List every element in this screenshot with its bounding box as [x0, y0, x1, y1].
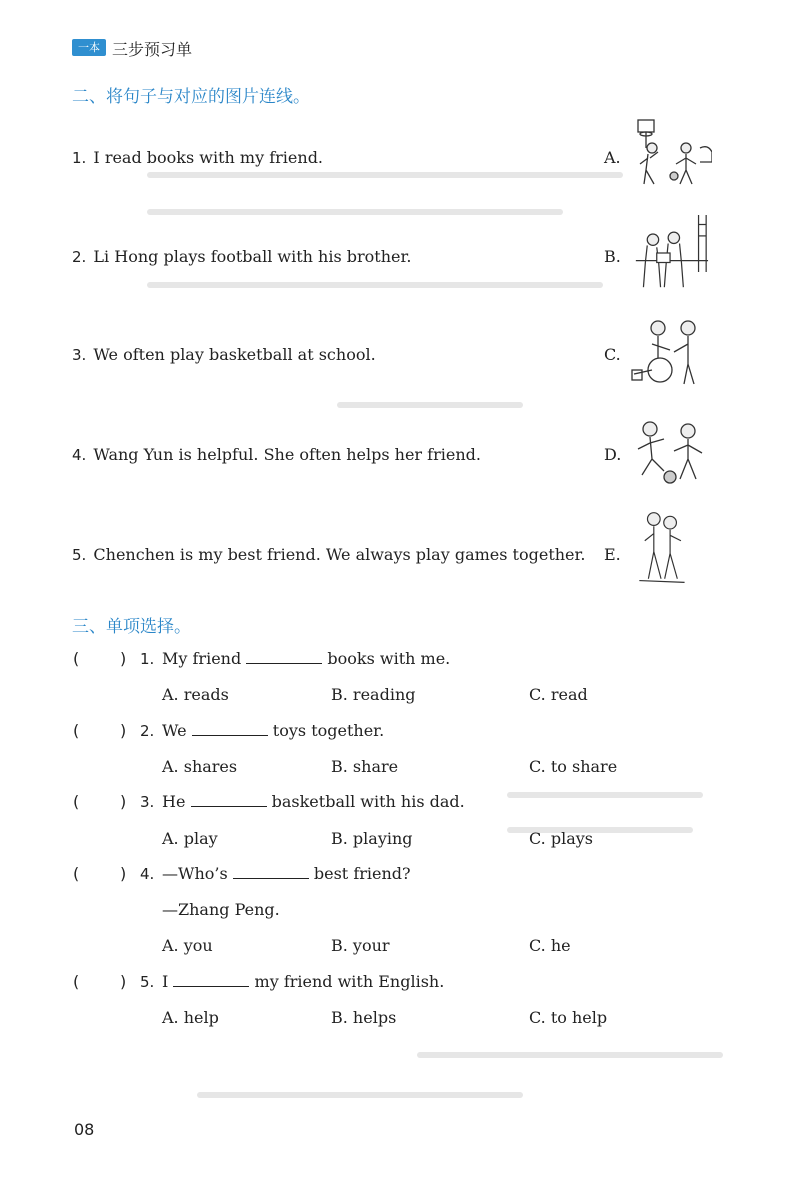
answer-blank[interactable]	[233, 864, 309, 879]
series-badge: 一本	[72, 39, 106, 56]
option-c: C. to share	[529, 757, 618, 776]
section2-title: 二、将句子与对应的图片连线。	[72, 87, 310, 107]
answer-paren-open: (	[73, 792, 80, 811]
option-b: B. reading	[331, 685, 416, 704]
picture-letter-b: B.	[604, 247, 621, 266]
match-sentence-2: 2. Li Hong plays football with his brother.	[72, 247, 412, 266]
option-c: C. plays	[529, 829, 593, 848]
question-number: 2.	[140, 722, 155, 740]
option-b: B. share	[331, 757, 399, 776]
answer-blank[interactable]	[246, 649, 322, 664]
option-b: B. your	[331, 936, 390, 955]
answer-blank[interactable]	[191, 792, 267, 807]
option-c: C. he	[529, 936, 571, 955]
question-4-text: —Who’s best friend?	[162, 864, 411, 883]
option-a: A. play	[162, 829, 218, 848]
option-c: C. read	[529, 685, 588, 704]
answer-paren-open: (	[73, 649, 80, 668]
page-number: 08	[74, 1120, 95, 1139]
page-header-title: 三步预习单	[112, 40, 193, 59]
question-number: 1.	[140, 650, 155, 668]
picture-letter-e: E.	[604, 545, 621, 564]
answer-paren-close: )	[120, 972, 127, 991]
match-sentence-3: 3. We often play basketball at school.	[72, 345, 376, 364]
answer-paren-open: (	[73, 721, 80, 740]
match-sentence-4: 4. Wang Yun is helpful. She often helps her friend.	[72, 445, 481, 464]
question-1-text: My friend books with me.	[162, 649, 451, 668]
option-c: C. to help	[529, 1008, 608, 1027]
section3-title: 三、单项选择。	[72, 617, 191, 637]
question-4-reply: —Zhang Peng.	[162, 900, 280, 919]
three-legged-race-icon	[630, 510, 712, 586]
answer-blank[interactable]	[192, 721, 268, 736]
helping-wheelchair-icon	[630, 314, 712, 390]
option-b: B. playing	[331, 829, 413, 848]
option-a: A. help	[162, 1008, 219, 1027]
match-sentence-5: 5. Chenchen is my best friend. We always play games together.	[72, 545, 586, 564]
option-b: B. helps	[331, 1008, 397, 1027]
answer-paren-close: )	[120, 792, 127, 811]
question-2-text: We toys together.	[162, 721, 385, 740]
option-a: A. reads	[162, 685, 229, 704]
answer-paren-open: (	[73, 972, 80, 991]
option-a: A. shares	[162, 757, 238, 776]
match-sentence-1: 1. I read books with my friend.	[72, 148, 324, 167]
answer-blank[interactable]	[173, 972, 249, 987]
question-number: 4.	[140, 865, 155, 883]
answer-paren-close: )	[120, 864, 127, 883]
question-3-text: He basketball with his dad.	[162, 792, 465, 811]
picture-letter-a: A.	[604, 148, 621, 167]
question-number: 5.	[140, 973, 155, 991]
question-5-text: I my friend with English.	[162, 972, 445, 991]
option-a: A. you	[162, 936, 213, 955]
children-football-icon	[630, 415, 712, 491]
picture-letter-c: C.	[604, 345, 621, 364]
children-basketball-icon	[630, 118, 712, 194]
picture-letter-d: D.	[604, 445, 622, 464]
answer-paren-close: )	[120, 721, 127, 740]
question-number: 3.	[140, 793, 155, 811]
answer-paren-close: )	[120, 649, 127, 668]
children-reading-bench-icon	[630, 215, 712, 291]
answer-paren-open: (	[73, 864, 80, 883]
